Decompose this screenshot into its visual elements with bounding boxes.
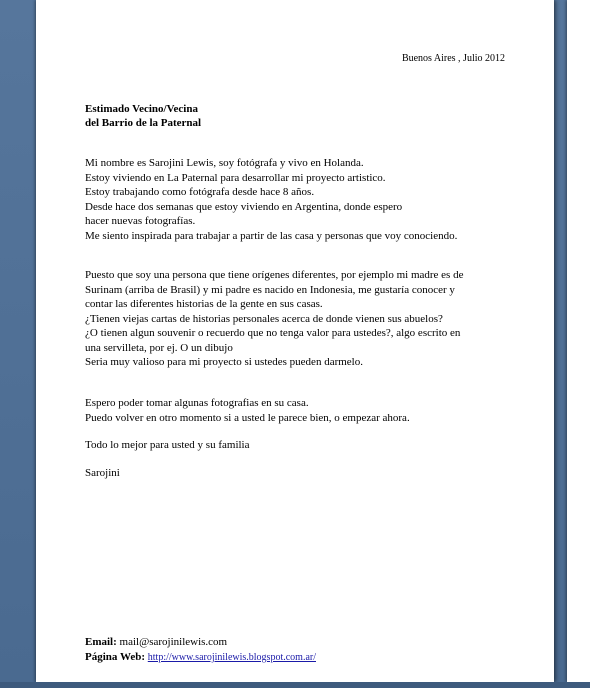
next-page-edge [567, 0, 590, 682]
salutation-line: Estimado Vecino/Vecina [85, 103, 198, 115]
closing [85, 438, 515, 453]
paragraph-visit [85, 396, 515, 425]
paragraph-line: Estoy trabajando como fotógrafa desde hace 8 años. [85, 186, 315, 198]
paragraph-request [85, 268, 515, 370]
salutation-line: del Barrio de la Paternal [85, 117, 202, 129]
paragraph-line: hacer nuevas fotografías. [85, 215, 196, 227]
paragraph-line: una servilleta, por ej. O un dibujo [85, 341, 233, 354]
paragraph-introduction [85, 156, 515, 243]
letter-page [36, 0, 554, 682]
viewer-bottom-bar [0, 682, 590, 688]
email-row [85, 635, 316, 650]
email-value: mail@sarojinilewis.com [119, 636, 228, 648]
closing-line: Todo lo mejor para usted y su familia [85, 439, 250, 451]
website-link[interactable]: http://www.sarojinilewis.blogspot.com.ar/ [147, 652, 316, 663]
paragraph-line: ¿O tienen algun souvenir o recuerdo que no tenga valor para ustedes?, algo escrito en [85, 327, 461, 339]
salutation [85, 102, 201, 130]
paragraph-line: Puedo volver en otro momento si a usted le parece bien, o empezar ahora. [85, 411, 410, 424]
email-label: Email: [85, 636, 117, 648]
letter-date: Buenos Aires , Julio 2012 [401, 53, 505, 64]
website-label: Página Web: [85, 651, 146, 663]
paragraph-line: Estoy viviendo en La Paternal para desarrollar mi proyecto artistico. [85, 171, 386, 184]
paragraph-line: Seria muy valioso para mi proyecto si ustedes pueden darmelo. [85, 356, 363, 368]
paragraph-line: Mi nombre es Sarojini Lewis, soy fotógrafa y vivo en Holanda. [85, 157, 364, 169]
paragraph-line: Desde hace dos semanas que estoy viviendo en Argentina, donde espero [85, 200, 403, 213]
signature [85, 466, 515, 481]
website-row [85, 650, 316, 665]
contact-footer [85, 635, 316, 665]
paragraph-line: Espero poder tomar algunas fotografias en su casa. [85, 397, 309, 409]
paragraph-line: ¿Tienen viejas cartas de historias personales acerca de donde vienen sus abuelos? [85, 312, 443, 325]
paragraph-line: Puesto que soy una persona que tiene orígenes diferentes, por ejemplo mi madre es de [85, 269, 464, 281]
paragraph-line: Me siento inspirada para trabajar a partir de las casa y personas que voy conociendo. [85, 229, 458, 242]
paragraph-line: contar las diferentes historias de la gente en sus casas. [85, 298, 323, 310]
signature-name: Sarojini [85, 467, 120, 479]
paragraph-line: Surinam (arriba de Brasil) y mi padre es nacido en Indonesia, me gustaría conocer y [85, 283, 455, 296]
